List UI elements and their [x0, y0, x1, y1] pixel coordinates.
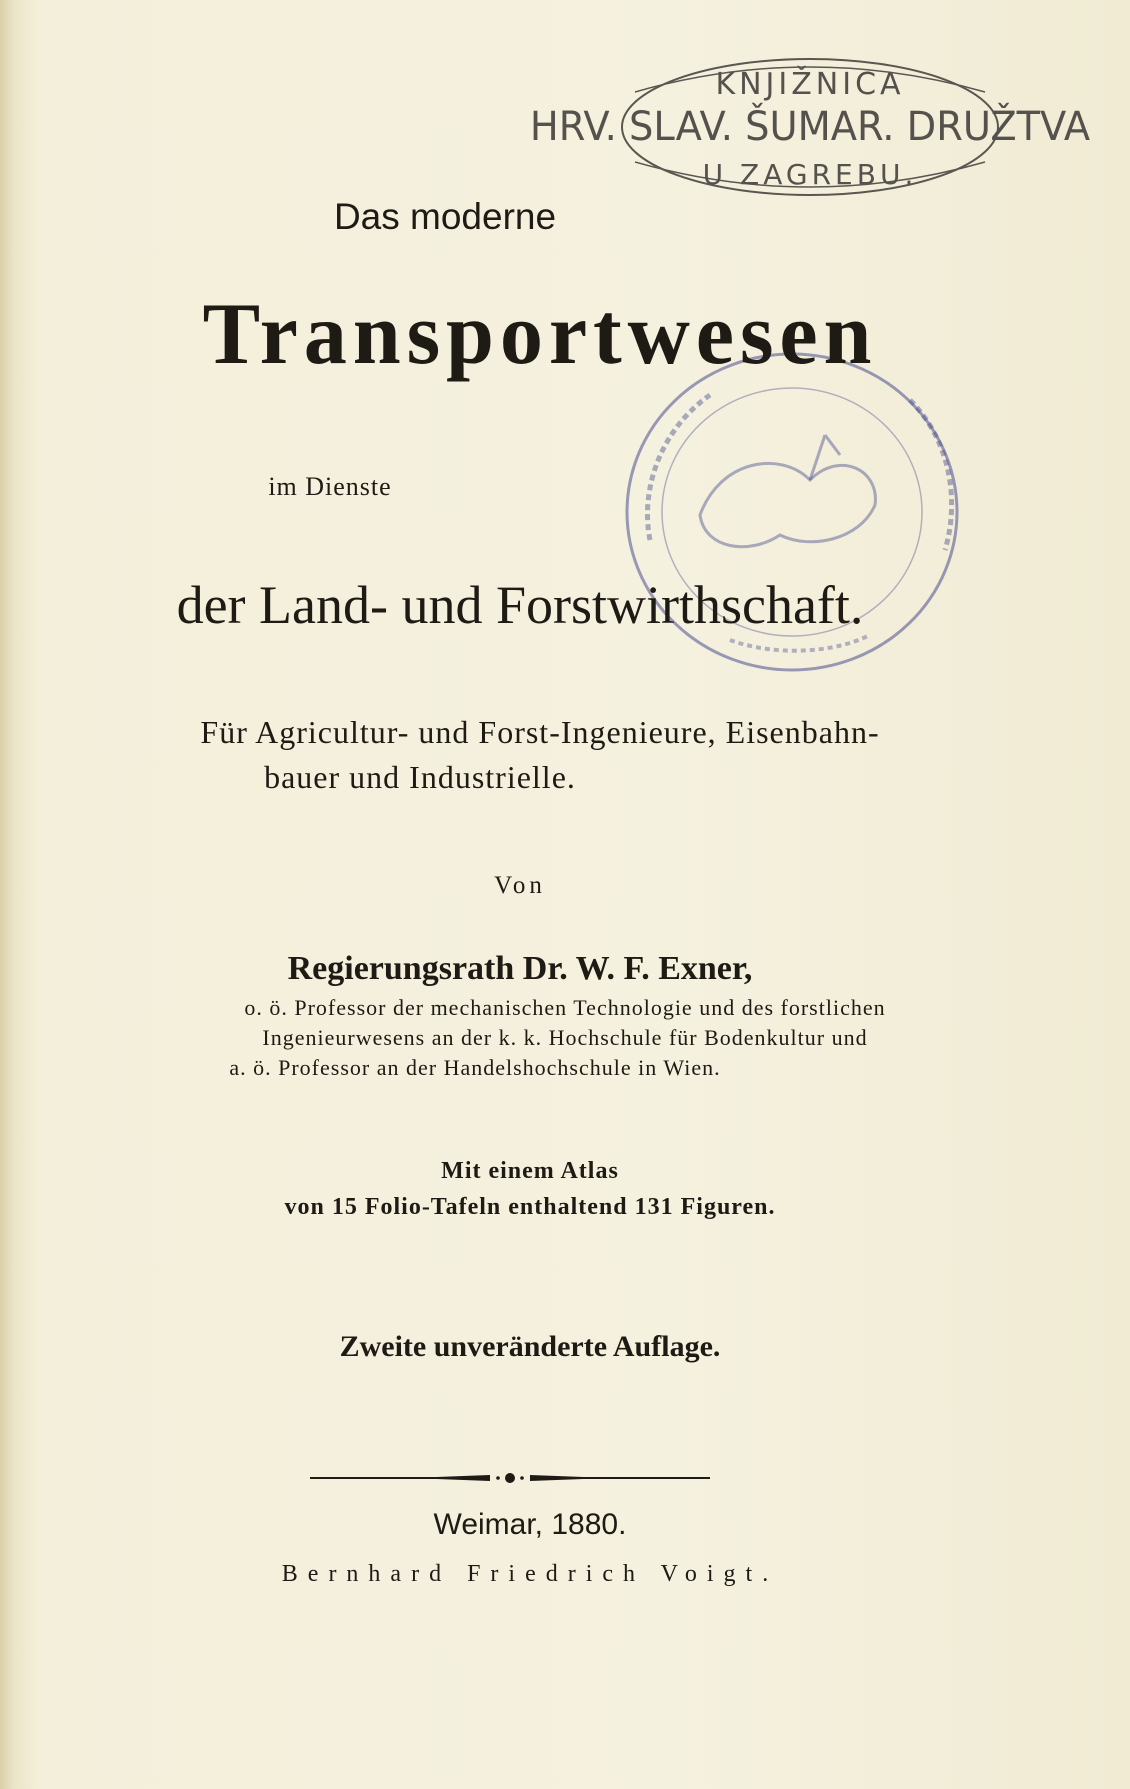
subtitle: Das moderne	[333, 196, 557, 237]
author-name: Regierungsrath Dr. W. F. Exner,	[287, 950, 753, 987]
by-line: Von	[494, 872, 546, 899]
atlas-line-1: Mit einem Atlas	[441, 1158, 619, 1184]
im-dienste-line: im Dienste	[268, 472, 392, 501]
library-stamp	[529, 52, 1091, 202]
audience-line-2: bauer und Industrielle.	[264, 759, 576, 795]
field-line: der Land- und Forstwirthschaft.	[176, 575, 864, 635]
affiliation-line-3: a. ö. Professor an der Handelshochschule in Wien.	[229, 1055, 721, 1080]
publisher: Bernhard Friedrich Voigt.	[281, 1561, 779, 1587]
library-stamp-line1: KNJIŽNICA	[715, 67, 905, 102]
decorative-rule	[300, 1468, 720, 1488]
atlas-line-2: von 15 Folio-Tafeln enthaltend 131 Figuren.	[284, 1194, 776, 1220]
place-year: Weimar, 1880.	[433, 1508, 627, 1541]
affiliation-line-1: o. ö. Professor der mechanischen Technologie und des forstlichen	[244, 995, 886, 1020]
library-stamp-line3: U ZAGREBU.	[702, 158, 918, 191]
library-stamp-line2: HRV. SLAV. ŠUMAR. DRUŽTVA	[529, 104, 1091, 151]
affiliation-line-2: Ingenieurwesens an der k. k. Hochschule für Bodenkultur und	[262, 1025, 868, 1050]
edition-line: Zweite unveränderte Auflage.	[339, 1330, 721, 1363]
audience-line-1: Für Agricultur- und Forst-Ingenieure, Eisenbahn-	[200, 714, 880, 750]
page-title: Transportwesen	[202, 286, 878, 383]
